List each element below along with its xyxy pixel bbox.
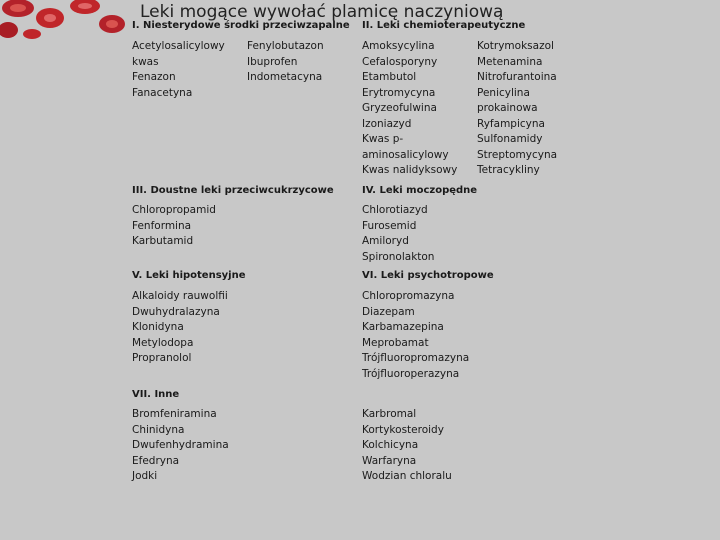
list-item: Kwas p- — [362, 133, 404, 145]
list-item: Kortykosteroidy — [362, 423, 444, 436]
list-item: Nitrofurantoina — [477, 71, 557, 83]
list-item: Wodzian chloralu — [362, 470, 452, 482]
list-item: Karbromal — [362, 408, 417, 420]
section-heading-psychotropics: VI. Leki psychotropowe — [362, 270, 494, 281]
slide-title: Leki mogące wywołać plamicę naczyniową — [140, 2, 504, 22]
section-list-other-col2 — [362, 407, 452, 485]
section-list-antihypertensives — [132, 289, 228, 367]
section-list-other-col1 — [132, 407, 229, 485]
list-item: Ryfampicyna — [477, 117, 545, 130]
list-item: Dwuhydralazyna — [132, 305, 220, 318]
list-item: Meprobamat — [362, 336, 429, 349]
list-item: kwas — [132, 55, 159, 68]
section-heading-nsaid: I. Niesterydowe środki przeciwzapalne — [132, 20, 350, 31]
list-item: Etambutol — [362, 71, 417, 83]
list-item: Chlorotiazyd — [362, 204, 428, 216]
section-heading-chemotherapeutics: II. Leki chemioterapeutyczne — [362, 20, 526, 31]
list-item: Karbutamid — [132, 235, 194, 247]
list-item: Metylodopa — [132, 336, 194, 349]
list-item: Kotrymoksazol — [477, 40, 554, 52]
list-item: Metenamina — [477, 55, 543, 68]
list-item: Karbamazepina — [362, 321, 444, 333]
list-item: Erytromycyna — [362, 86, 436, 99]
blood-cell — [106, 20, 118, 28]
list-item: Efedryna — [132, 454, 180, 467]
list-item: Izoniazyd — [362, 117, 412, 130]
list-item: Amiloryd — [362, 235, 409, 247]
list-item: Indometacyna — [247, 71, 323, 83]
section-list-antidiabetics — [132, 203, 216, 250]
list-item: Chloropromazyna — [362, 290, 455, 302]
list-item: Amoksycylina — [362, 40, 435, 52]
list-item: Fenylobutazon — [247, 40, 324, 52]
list-item: Fanacetyna — [132, 86, 193, 99]
list-item: Jodki — [132, 470, 158, 482]
list-item: Sulfonamidy — [477, 133, 543, 145]
list-item: Gryzeofulwina — [362, 102, 437, 114]
section-list-psychotropics — [362, 289, 469, 382]
blood-cell — [44, 14, 56, 22]
section-list-nsaid-col2 — [247, 39, 324, 86]
list-item: Cefalosporyny — [362, 55, 438, 68]
section-heading-other: VII. Inne — [132, 389, 180, 400]
section-list-chemotherapeutics-col2 — [477, 39, 557, 179]
section-heading-antihypertensives: V. Leki hipotensyjne — [132, 270, 246, 281]
list-item: Fenazon — [132, 71, 176, 83]
list-item: Trójfluoropromazyna — [362, 352, 470, 364]
blood-cell — [10, 4, 26, 12]
list-item: Klonidyna — [132, 321, 184, 333]
list-item: Alkaloidy rauwolfii — [132, 290, 228, 302]
list-item: Spironolakton — [362, 250, 435, 263]
list-item: Penicylina — [477, 86, 530, 99]
list-item: Tetracykliny — [477, 164, 540, 176]
list-item: Fenformina — [132, 219, 192, 232]
list-item: Trójfluoroperazyna — [362, 367, 460, 380]
list-item: Kwas nalidyksowy — [362, 164, 458, 176]
section-list-diuretics — [362, 203, 434, 265]
section-heading-diuretics: IV. Leki moczopędne — [362, 185, 478, 196]
list-item: Furosemid — [362, 219, 417, 232]
list-item: Streptomycyna — [477, 148, 558, 161]
section-list-nsaid-col1 — [132, 39, 225, 101]
list-item: aminosalicylowy — [362, 148, 449, 161]
list-item: Kolchicyna — [362, 439, 419, 451]
list-item: Chinidyna — [132, 423, 185, 436]
list-item: Dwufenhydramina — [132, 439, 229, 451]
blood-cell — [78, 3, 92, 9]
blood-cell — [23, 29, 41, 39]
list-item: Bromfeniramina — [132, 408, 217, 420]
section-heading-antidiabetics: III. Doustne leki przeciwcukrzycowe — [132, 185, 334, 196]
section-list-chemotherapeutics-col1 — [362, 39, 457, 179]
list-item: Chloropropamid — [132, 204, 216, 216]
list-item: Diazepam — [362, 305, 415, 318]
list-item: Acetylosalicylowy — [132, 40, 225, 52]
blood-cell — [0, 22, 18, 38]
red-blood-cells-decoration — [0, 0, 130, 40]
list-item: prokainowa — [477, 102, 538, 114]
list-item: Propranolol — [132, 352, 192, 364]
list-item: Ibuprofen — [247, 55, 298, 68]
list-item: Warfaryna — [362, 454, 417, 467]
